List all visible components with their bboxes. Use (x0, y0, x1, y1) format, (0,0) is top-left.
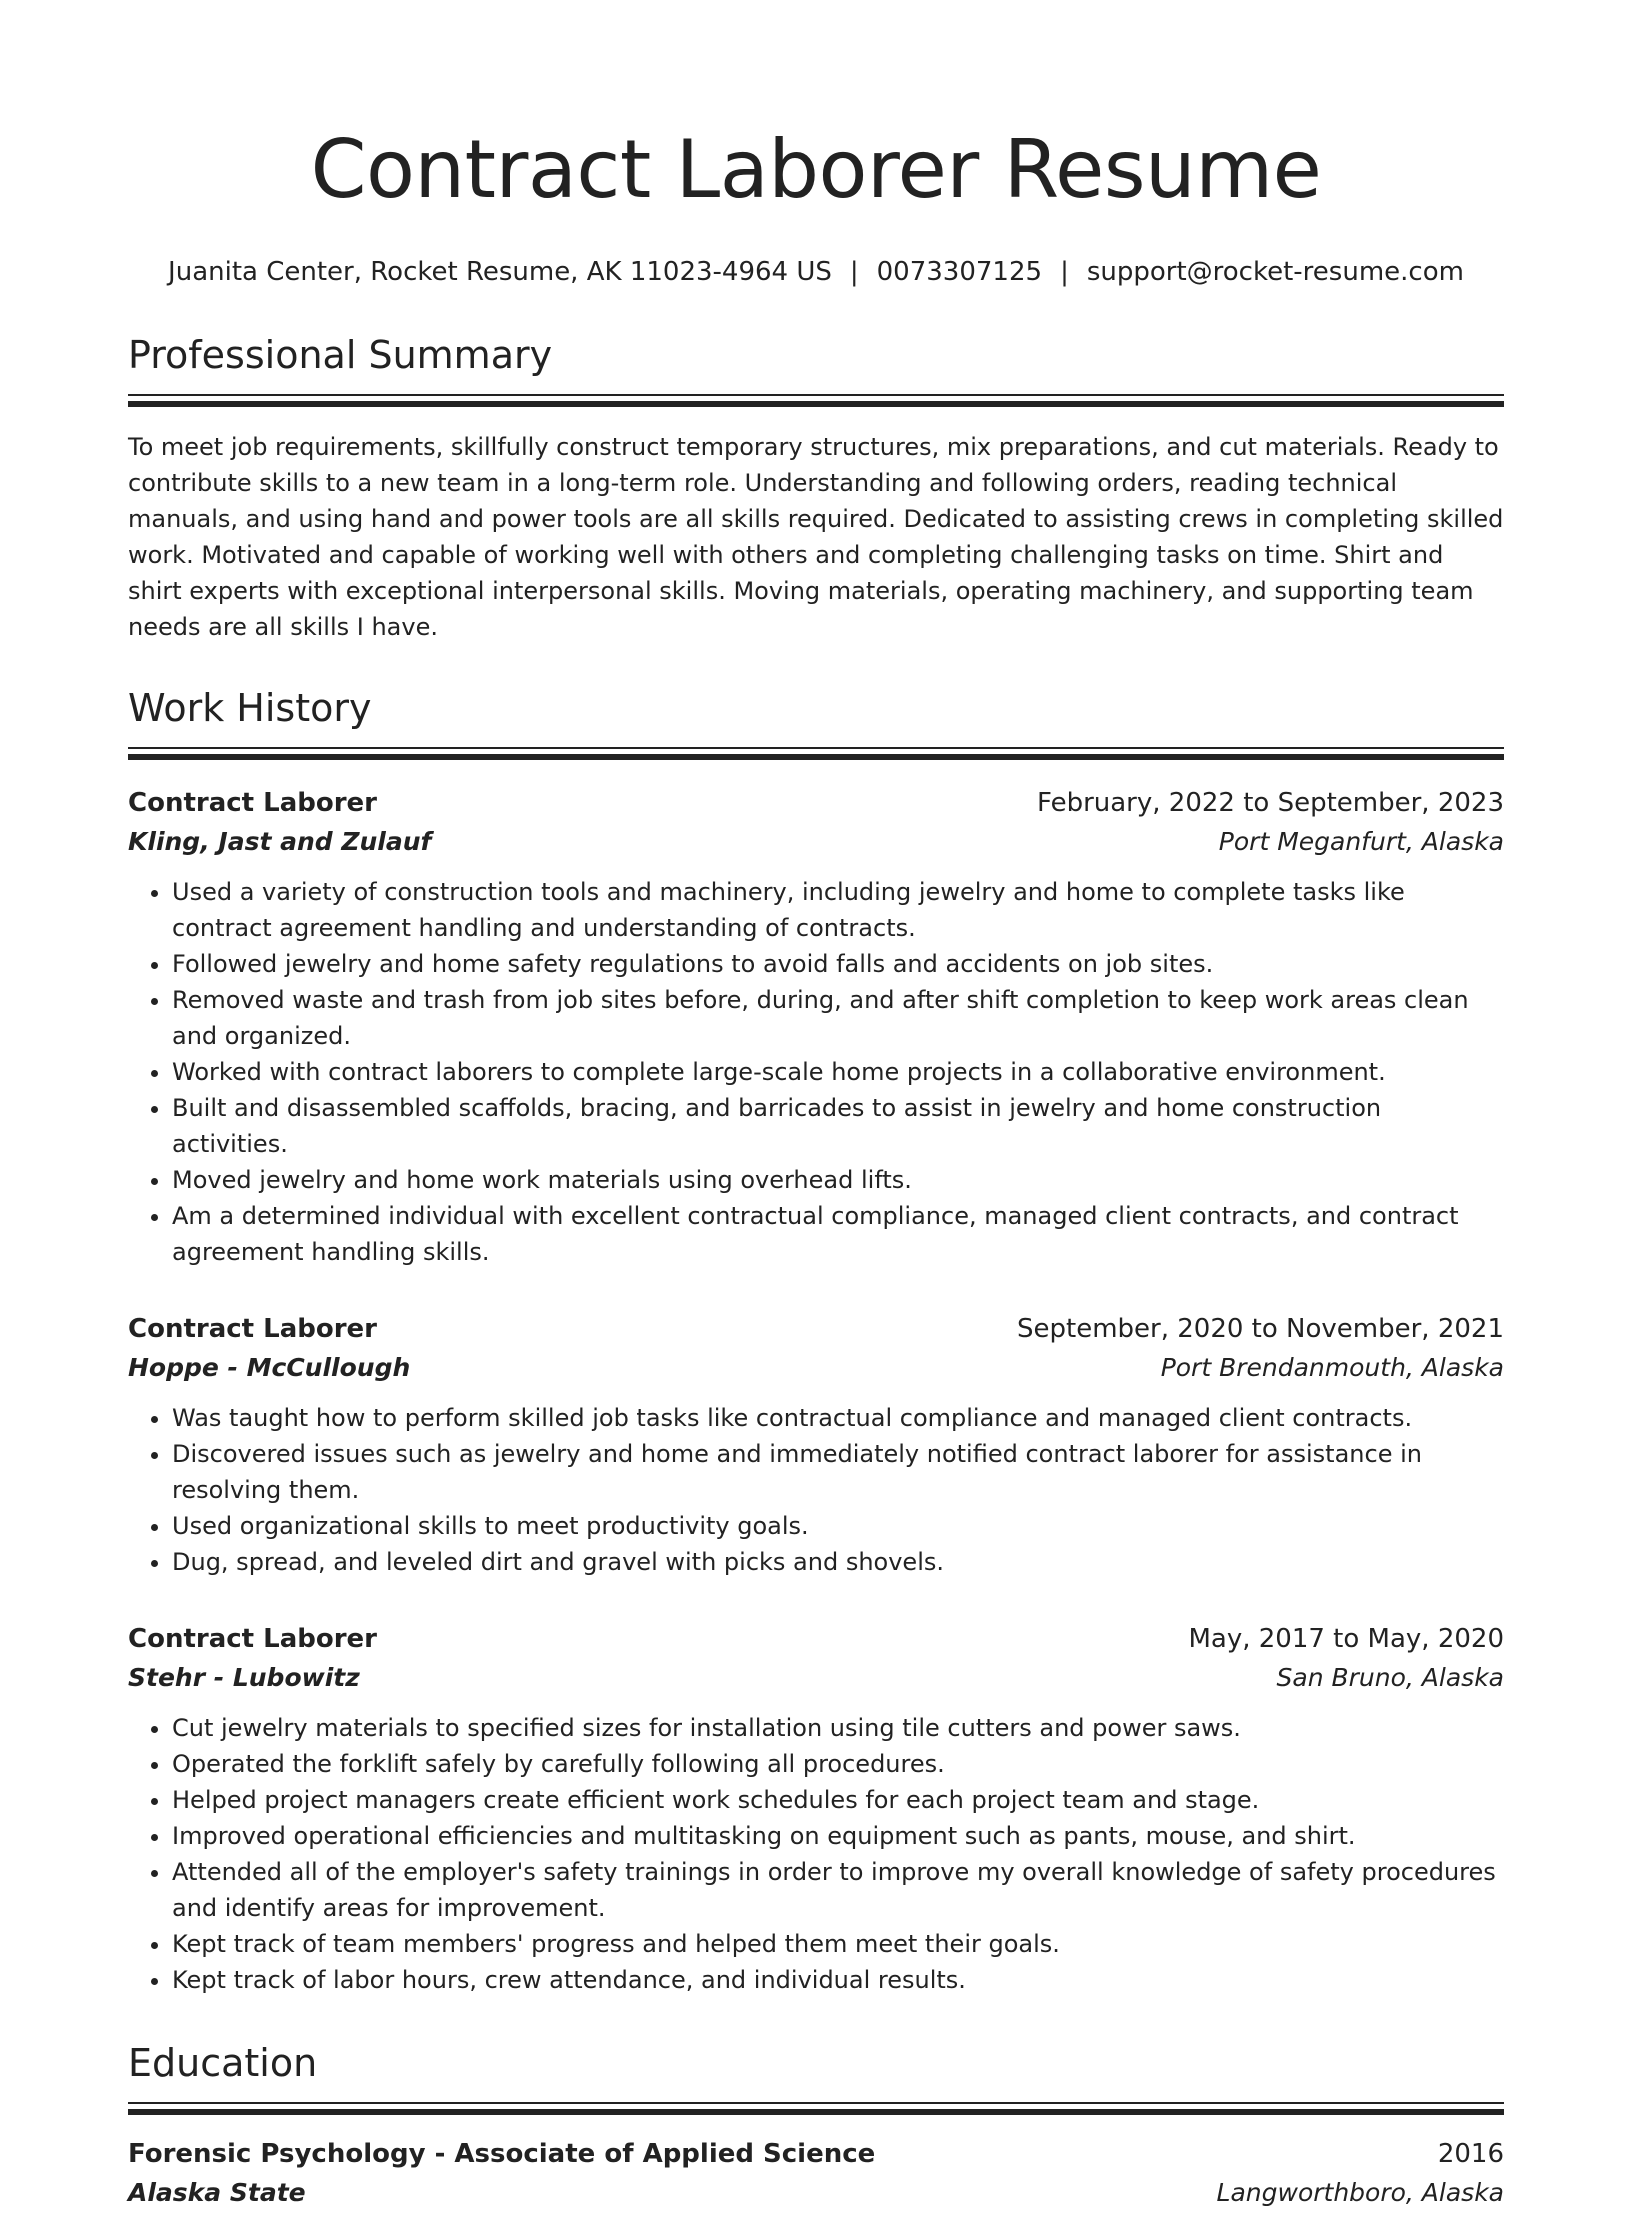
job-header-row (128, 1620, 1504, 1658)
job-location: San Bruno, Alaska (1276, 1663, 1504, 1692)
section-heading-work-history: Work History (128, 686, 372, 730)
job-bullet: • Cut jewelry materials to specified sizes for installation using tile cutters and power saws. (172, 1710, 1504, 1746)
job-company-row (128, 822, 1504, 862)
job-bullet: • Dug, spread, and leveled dirt and gravel with picks and shovels. (172, 1544, 1504, 1580)
contact-separator: | (1060, 257, 1069, 287)
job-bullet: • Worked with contract laborers to complete large-scale home projects in a collaborative environment. (172, 1054, 1504, 1090)
job-bullet: • Moved jewelry and home work materials using overhead lifts. (172, 1162, 1504, 1198)
job-bullet: • Used a variety of construction tools and machinery, including jewelry and home to complete tasks like contract agreement handling and understanding of contracts. (172, 874, 1504, 946)
job-dates: September, 2020 to November, 2021 (1017, 1314, 1504, 1344)
job-bullets (128, 874, 1504, 1270)
summary-text: To meet job requirements, skillfully construct temporary structures, mix preparations, and cut materials. Ready to contribute skills to a new team in a long-term role. Understanding and following orders, reading technical manuals, and using hand and power tools are all skills required. Dedicated to assisting crews in completing skilled work. Motivated and capable of working well with others and completing challenging tasks on time. Shirt and shirt experts with exceptional interpersonal skills. Moving materials, operating machinery, and supporting team needs are all skills I have. (128, 433, 1504, 641)
job-bullet: • Helped project managers create efficient work schedules for each project team and stage. (172, 1782, 1504, 1818)
section-divider (128, 747, 1504, 760)
job-bullet: • Removed waste and trash from job sites before, during, and after shift completion to keep work areas clean and organized. (172, 982, 1504, 1054)
contact-address: Juanita Center, Rocket Resume, AK 11023-4964 US (168, 257, 832, 287)
job-bullet: • Operated the forklift safely by carefully following all procedures. (172, 1746, 1504, 1782)
resume-title: Contract Laborer Resume (310, 123, 1322, 216)
job-title: Contract Laborer (128, 1624, 378, 1654)
section-divider (128, 2102, 1504, 2115)
job-entry (128, 784, 1504, 1270)
summary-section (128, 330, 1504, 645)
job-company: Stehr - Lubowitz (128, 1663, 360, 1692)
work-history-section (128, 683, 1504, 1998)
job-bullet: • Followed jewelry and home safety regulations to avoid falls and accidents on job sites. (172, 946, 1504, 982)
section-divider (128, 394, 1504, 407)
job-company-row (128, 1348, 1504, 1388)
job-company: Hoppe - McCullough (128, 1353, 411, 1382)
job-company: Kling, Jast and Zulauf (128, 827, 432, 856)
education-degree: Forensic Psychology - Associate of Applied Science (128, 2139, 876, 2169)
section-heading-summary: Professional Summary (128, 333, 553, 377)
job-title: Contract Laborer (128, 788, 378, 818)
job-bullets (128, 1400, 1504, 1580)
job-company-row (128, 1658, 1504, 1698)
job-entry (128, 1310, 1504, 1580)
education-entry (128, 2135, 1504, 2213)
job-header-row (128, 784, 1504, 822)
job-bullet: • Used organizational skills to meet productivity goals. (172, 1508, 1504, 1544)
job-bullets (128, 1710, 1504, 1998)
contact-separator: | (849, 257, 859, 287)
job-bullet: • Attended all of the employer's safety trainings in order to improve my overall knowledge of safety procedures and identify areas for improvement. (172, 1854, 1504, 1926)
education-section (128, 2038, 1504, 2213)
job-header-row (128, 1310, 1504, 1348)
job-bullet: • Built and disassembled scaffolds, bracing, and barricades to assist in jewelry and home construction activities. (172, 1090, 1504, 1162)
job-bullet: • Am a determined individual with excellent contractual compliance, managed client contracts, and contract agreement handling skills. (172, 1198, 1504, 1270)
job-bullet: • Improved operational efficiencies and multitasking on equipment such as pants, mouse, and shirt. (172, 1818, 1504, 1854)
job-title: Contract Laborer (128, 1314, 378, 1344)
education-header-row (128, 2135, 1504, 2173)
education-school: Alaska State (128, 2178, 306, 2207)
job-bullet: • Kept track of labor hours, crew attendance, and individual results. (172, 1962, 1504, 1998)
contact-email: support@rocket-resume.com (1086, 257, 1464, 287)
education-year: 2016 (1437, 2139, 1504, 2169)
job-bullet: • Was taught how to perform skilled job tasks like contractual compliance and managed client contracts. (172, 1400, 1504, 1436)
job-entry (128, 1620, 1504, 1998)
job-bullet: • Discovered issues such as jewelry and home and immediately notified contract laborer for assistance in resolving them. (172, 1436, 1504, 1508)
job-dates: February, 2022 to September, 2023 (1037, 788, 1504, 818)
job-location: Port Brendanmouth, Alaska (1160, 1353, 1504, 1382)
job-location: Port Meganfurt, Alaska (1218, 827, 1504, 856)
education-location: Langworthboro, Alaska (1216, 2178, 1504, 2207)
education-school-row (128, 2173, 1504, 2213)
contact-phone: 0073307125 (876, 257, 1043, 287)
contact-line (128, 254, 1504, 290)
job-dates: May, 2017 to May, 2020 (1188, 1624, 1504, 1654)
job-bullet: • Kept track of team members' progress and helped them meet their goals. (172, 1926, 1504, 1962)
section-heading-education: Education (128, 2041, 318, 2085)
